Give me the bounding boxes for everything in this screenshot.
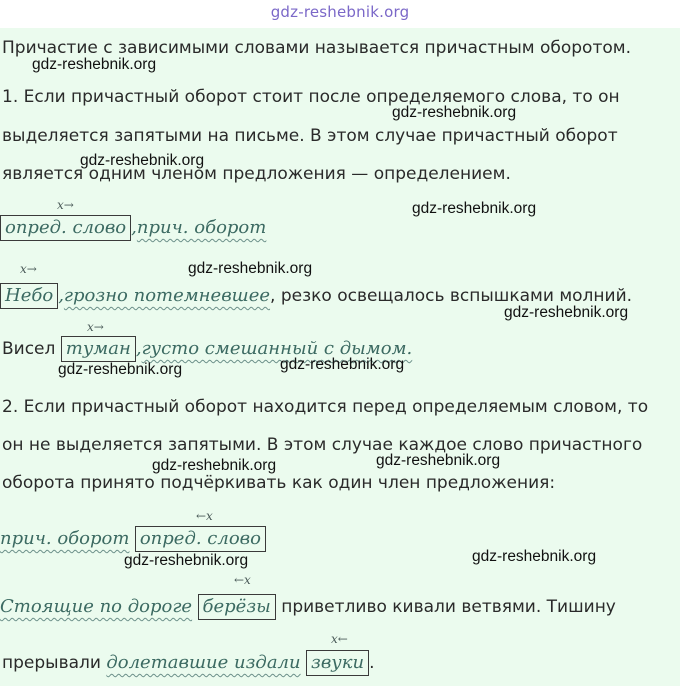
example1-phrase: грозно потемневшее xyxy=(63,285,271,306)
example3 xyxy=(0,594,616,620)
example1-marker: x→ xyxy=(20,262,37,276)
example4-phrase: долетавшие издали xyxy=(106,652,301,673)
watermark-text: gdz-reshebnik.org xyxy=(376,452,501,469)
rule2-line1: 2. Если причастный оборот находится перед определяемым словом, то xyxy=(2,397,649,417)
example4-end: . xyxy=(369,653,375,673)
site-header xyxy=(0,0,680,28)
scheme1-marker: x→ xyxy=(57,198,74,212)
rule1-line1: 1. Если причастный оборот стоит после определяемого слова, то он xyxy=(2,87,620,107)
watermark-text: gdz-reshebnik.org xyxy=(504,304,629,321)
example1-word-box: Небо xyxy=(0,283,58,309)
scheme1-word-box: опред. слово xyxy=(0,215,131,241)
example4-marker: x← xyxy=(331,632,348,646)
example3-marker: ←x xyxy=(234,573,251,587)
example2-lead: Висел xyxy=(2,339,56,359)
watermark-text: gdz-reshebnik.org xyxy=(58,361,183,378)
example3-rest: приветливо кивали ветвями. Тишину xyxy=(281,597,616,617)
scheme2-phrase: прич. оборот xyxy=(0,528,130,549)
rule1-line3: является одним членом предложения — определением. xyxy=(2,164,511,184)
example1-comma: , xyxy=(58,285,64,306)
site-header-link[interactable]: gdz-reshebnik.org xyxy=(270,3,410,21)
scheme1-phrase: прич. оборот xyxy=(136,217,267,238)
watermark-text: gdz-reshebnik.org xyxy=(472,548,597,565)
example2-marker: x→ xyxy=(87,320,104,334)
example4-word-box: звуки xyxy=(306,650,369,676)
watermark-text: gdz-reshebnik.org xyxy=(280,356,405,373)
scheme2 xyxy=(0,526,266,552)
watermark-text: gdz-reshebnik.org xyxy=(412,200,537,217)
intro-text: Причастие с зависимыми словами называется причастным оборотом. xyxy=(2,38,631,58)
watermark-text: gdz-reshebnik.org xyxy=(392,104,517,121)
watermark-text: gdz-reshebnik.org xyxy=(124,552,249,569)
watermark-text: gdz-reshebnik.org xyxy=(188,260,313,277)
example3-word-box: берёзы xyxy=(198,594,276,620)
watermark-text: gdz-reshebnik.org xyxy=(32,56,157,73)
scheme2-marker: ←x xyxy=(196,509,213,523)
example2-comma: , xyxy=(135,338,142,359)
example1-rest: , резко освещалось вспышками молний. xyxy=(270,286,633,306)
example2-word-box: туман xyxy=(61,336,136,362)
example3-phrase: Стоящие по дороге xyxy=(0,596,193,617)
scheme2-word-box: опред. слово xyxy=(135,526,266,552)
watermark-text: gdz-reshebnik.org xyxy=(152,457,277,474)
watermark-text: gdz-reshebnik.org xyxy=(80,152,205,169)
rule1-line2: выделяется запятыми на письме. В этом случае причастный оборот xyxy=(2,126,618,146)
example4 xyxy=(2,650,375,676)
example2-phrase: густо смешанный с дымом. xyxy=(141,338,413,359)
rule2-line2: он не выделяется запятыми. В этом случае каждое слово причастного xyxy=(2,435,643,455)
example4-lead: прерывали xyxy=(2,653,101,673)
scheme1 xyxy=(0,215,266,241)
rule2-line3: оборота принято подчёркивать как один член предложения: xyxy=(2,473,556,493)
scheme1-comma: , xyxy=(131,217,137,238)
